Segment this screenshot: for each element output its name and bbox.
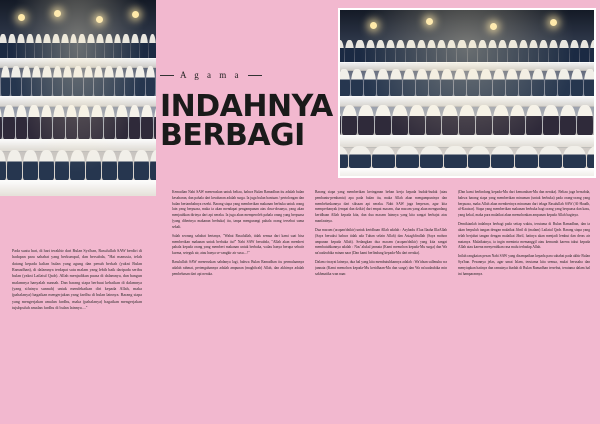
photo-right-prayer-hall [338,8,596,178]
article-body [172,190,590,412]
paragraph: Rasulullah SAW meneruskan sabdanya lagi, bahwa Bulan Ramadhan itu permulaannya adalah rahmat, pertengahannya adalah ampunan (maghfirah) Allah, dan akhirnya adalah pembebasan dari api neraka. [172,259,304,276]
article-column-2 [315,190,447,412]
photo-haze [340,10,594,176]
paragraph: Dalam riwayat lainnya, dua hal yang kita membutuhkannya adalah : Wa'idzan sallmuhu wa jannata (Kami memohon kepada-Mu keridhaan-Mu dan surga) dan Wa na'uudzubika min sakhmatika wan naar. [315,259,447,276]
headline-line-2: BERBAGI [160,118,305,154]
kicker-rule-left [160,75,174,76]
paragraph: Inilah rangkaian pesan Nabi SAW yang disampaikan kepada para sahabat pada akhir Bulan Sya'ban. Pesannya jelas, agar umat Islam, terutama kita semua, mulai berusaha dan menyiapkan hatinya dan ramainya ibadah di Bulan Ramadhan tersebut, terutama dalam hal ini hamparannya. [458,254,590,276]
article-column-1 [172,190,304,412]
photo-left-scene [0,0,156,196]
section-kicker [160,70,262,80]
paragraph: Salah seorang sahabat bertanya, "Wahai Rasulullah, tidak semua dari kami saat bisa memberikan makanan untuk berbuka itu!" Nabi SAW bersabda, "Allah akan memberi pahala kepada orang yang memberi makanan untuk berbuka, walau hanya berupa sebutir kurma, seteguk air, atau hanya se-cangkir air susu....!" [172,233,304,256]
paragraph: Demikianlah indahnya berbagi pada setiap waktu, terutama di Bulan Ramadhan, dan ia akan berpuluh tangan dengan malaikat Jibril di (malam) Lailatul Qadr. Barang siapa yang telah berjabat tangan dengan malaikat Jibril, hatinya akan menjadi lembut dan deras air matanya. Malaikatnya, ia ingin meminta memanggil atau kemurah karena takut kepada Allah atau karena menyerahkan rasa malu terhadap Allah. [458,222,590,250]
article-column-3 [458,190,590,412]
kicker-label: A g a m a [180,70,242,80]
article-intro: Pada suatu hari, di hari terakhir dari Bulan Sya'ban, Rasulullah SAW berdiri di hadapan para sahabat yang berkumpul, dan bersabda, "Hai manusia, telah datang kepada kalian bulan yang agung dan penuh berkah (yakni Bulan Ramadhan), di dalamnya terdapat satu malam yang lebih baik daripada seribu bulan (yakni Lailatul Qadr). Allah menjadikan puasa di dalamnya, dan bangun malamnya hanyalah sunnah. Dan barang siapa berbuat kebaikan di dalamnya (yang sifatnya sunnah) untuk mendekatkan diri kepada Allah, maka (pahalanya) bagaikan mengerjakan yang fardhu di bulan lainnya. Barang siapa yang mengerjakan amalan fardhu, maka (pahalanya) bagaikan mengerjakan tujuhpuluh amalan fardhu di bulan lainnya...." [12,248,142,311]
kicker-rule-right [248,75,262,76]
photo-right-scene [340,10,594,176]
photo-left-prayer-hall [0,0,156,196]
paragraph: Barang siapa yang memberikan keringanan beban kerja kepada budak-budak (atau pembantu-pembantu) apa pada bulan itu, maka Allah akan mengampuninya dan membebaskannya dari siksaan api neraka. Nabi SAW juga berpesan, agar kita memperbanyak (empat dan dzikir) dari empat macam, dua macam yang akan mengundang keridhaan Allah kepada kita, dan dua macam lainnya yang kita sangat berhajat atas manfaatnya. [315,190,447,224]
paragraph: Dua macam (ucapan/dzikir) untuk keridhaan Allah adalah : Asyhadu A'laa Ilaaha IllaAllah (Saya bersaksi bahwa tidak ada Tuhan selain Allah) dan Astaghfirullah (Saya mohon ampunan kepada Allah). Sedangkan dua macam (ucapan/dzikir) yang kita sangat membutuhkannya adalah : Nas' alukal jannata (Kami memohon kepada-Mu surga) dan Wa na'uudzubika minan naar (Dan kami berlindung kepada-Mu dari neraka). [315,227,447,256]
photo-haze [0,0,156,196]
paragraph: Kemudian Nabi SAW meneruskan untuk beliau, bahwa Bulan Ramadhan itu adalah bulan kesabaran, dan pahala dari kesabaran adalah surga. Ia juga bulan bantuan / pertolongan dan bulan bertambahnya rezeki. Barang siapa yang memberikan makanan berbuka untuk orang lain yang berpuasa, maka ia akan mendapat pengampunan atas dosa-dosanya, yang akan menjauhkan dirinya dari api neraka. Ia juga akan memperoleh pahala orang yang berpuasa (yang diberinya makanan berbuka) itu, tanpa mengurangi pahala orang tersebut sama sekali. [172,190,304,229]
page-title [160,89,340,154]
paragraph: (Dan kami berlindung kepada-Mu dari kemarahan-Mu dan neraka). Beliau juga bersabda, bahwa barang siapa yang memberikan minuman (untuk berbuka) pada orang-orang yang berpuasa, maka Allah akan memberinya minuman dari telaga Rasulullah SAW (Al-Haudh, al-Kautsar). Siapa yang memberikan makanan berbuka bagi orang yang berpuasa dan kasu, yang kekal, maka para malaikat akan memohonkan ampunan kepada Allah baginya. [458,190,590,218]
headline-line-1: INDAHNYA [160,89,333,124]
